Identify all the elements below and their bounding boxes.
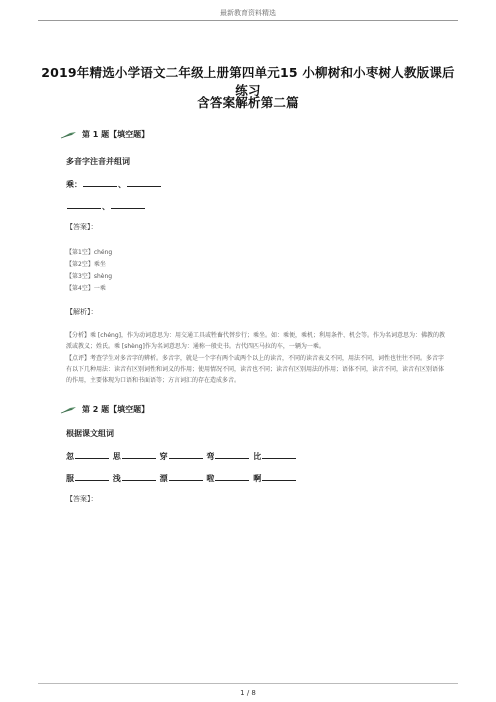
answer-item: 【第4空】一乘 — [66, 285, 106, 292]
question-2-heading — [60, 404, 149, 415]
separator: 、 — [118, 180, 126, 189]
word-char: 啊 — [253, 474, 262, 483]
blank[interactable] — [122, 472, 156, 481]
question-1-title: 第 1 题【填空题】 — [82, 130, 150, 139]
question-1-instruction: 多音字注音并组词 — [66, 157, 130, 166]
analysis-label: 【解析】： — [66, 308, 98, 316]
blank[interactable] — [262, 472, 296, 481]
word-char: 穿 — [159, 452, 168, 461]
header-divider — [38, 20, 458, 21]
word-char: 思 — [112, 452, 121, 461]
blank[interactable] — [122, 450, 156, 459]
separator: 、 — [102, 202, 110, 211]
word-char: 弯 — [206, 452, 215, 461]
question-2-row-2 — [66, 472, 297, 484]
blank[interactable] — [75, 472, 109, 481]
page-number: 1 / 8 — [240, 689, 256, 697]
question-2-row-1 — [66, 450, 297, 462]
blank[interactable] — [75, 450, 109, 459]
document-title-line-2: 含答案解析第二篇 — [197, 95, 299, 110]
blank-2[interactable] — [127, 178, 161, 187]
page-header: 最新教育资料精选 — [220, 9, 276, 17]
blank[interactable] — [169, 450, 203, 459]
question-2-instruction: 根据课文组词 — [66, 429, 114, 438]
blank-3[interactable] — [67, 200, 101, 209]
answer-item: 【第2空】乘坐 — [66, 261, 106, 268]
word-char: 服 — [66, 474, 74, 483]
answer-label: 【答案】： — [66, 495, 98, 503]
question-1-heading — [60, 129, 149, 140]
quill-icon — [60, 406, 78, 414]
question-2-title: 第 2 题【填空题】 — [82, 405, 150, 414]
blank[interactable] — [215, 450, 249, 459]
answer-item: 【第3空】shèng — [66, 273, 113, 280]
word-char: 啦 — [206, 474, 215, 483]
question-1-row-1 — [66, 178, 162, 190]
comment-paragraph: 【点评】考查学生对多音字的辨析。多音字，就是一个字有两个或两个以上的读音，不同的读音表义不同，用法不同，词性也往往不同。多音字有以下几种用法：读音有区别词性和词义的作用；使用情况不同，读音也不同；读音有区别用法的作用；语体不同，读音不同，读音有区别语体的作用，主要体现为口语和书面语等；方言词汇的存在造成多音。 — [66, 355, 445, 384]
quill-icon — [60, 131, 78, 139]
word-char: 比 — [253, 452, 262, 461]
document-title-line-1: 2019年精选小学语文二年级上册第四单元15 小柳树和小枣树人教版课后练习 — [41, 65, 455, 98]
word-char: 忽 — [66, 452, 74, 461]
analysis-paragraph: 【分析】乘 [chéng]，作为动词意思为：用交通工具或牲畜代替步行；乘坐。如：乘便，乘机；利用条件、机会等。作为名词意思为：佛教的教派或教义；姓氏。乘 [shèng]作为名词意思为：通称一般史书。古代四匹马拉的车，一辆为一乘。 — [66, 332, 445, 350]
blank[interactable] — [215, 472, 249, 481]
word-char: 漂 — [159, 474, 168, 483]
blank[interactable] — [169, 472, 203, 481]
blank[interactable] — [262, 450, 296, 459]
word-char: 浅 — [112, 474, 121, 483]
footer-divider — [38, 683, 458, 684]
answer-item: 【第1空】chéng — [66, 249, 113, 256]
question-1-char: 乘： — [66, 180, 82, 189]
question-1-row-2 — [66, 200, 146, 212]
answer-label: 【答案】： — [66, 223, 98, 231]
blank-4[interactable] — [111, 200, 145, 209]
blank-1[interactable] — [83, 178, 117, 187]
